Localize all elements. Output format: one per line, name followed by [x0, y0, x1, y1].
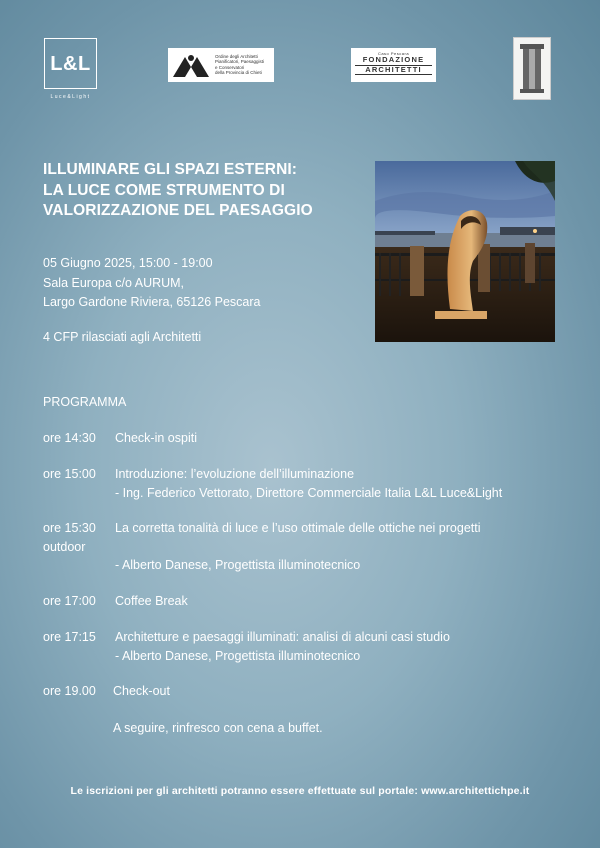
event-date: 05 Giugno 2025, 15:00 - 19:00 [43, 256, 213, 270]
program-time: ore 19.00 [43, 684, 96, 698]
column-emblem-icon [514, 38, 550, 99]
program-item [43, 429, 197, 448]
program-text: Coffee Break [115, 594, 188, 608]
program-text: Check-out [113, 684, 170, 698]
program-speaker: - Ing. Federico Vettorato, Direttore Commerciale Italia L&L Luce&Light [115, 485, 503, 500]
program-speaker: - Alberto Danese, Progettista illuminotecnico [115, 648, 361, 663]
program-text: Architetture e paesaggi illuminati: analisi di alcuni casi studio [115, 630, 450, 644]
event-title: ILLUMINARE GLI SPAZI ESTERNI: LA LUCE COME STRUMENTO DI VALORIZZAZIONE DEL PAESAGGIO [43, 161, 313, 219]
registration-footer: Le iscrizioni per gli architetti potranno essere effettuate sul portale: www.architettichpe.it [70, 785, 530, 797]
ordine-logo-text: Ordine degli Architetti Pianificatori, Paesaggisti e Conservatori della Provincia di Chieti [215, 54, 265, 75]
ll-logo [44, 38, 97, 89]
program-text-continued: outdoor [43, 539, 86, 554]
ll-logo-subtitle: Luce&Light [50, 94, 91, 100]
illuminated-sculpture-photo [375, 161, 555, 342]
ordine-architetti-logo [168, 48, 274, 82]
program-item [43, 682, 170, 701]
program-item [43, 592, 188, 611]
program-item [43, 465, 563, 502]
program-item [43, 628, 563, 665]
program-time: ore 14:30 [43, 431, 96, 445]
program-time: ore 15:30 [43, 521, 96, 535]
event-venue-line1: Sala Europa c/o AURUM, [43, 276, 185, 290]
architect-order-emblem [513, 37, 551, 100]
ordine-emblem-icon [171, 51, 211, 79]
program-time: ore 15:00 [43, 467, 96, 481]
program-time: ore 17:00 [43, 594, 96, 608]
program-text: La corretta tonalità di luce e l’uso ottimale delle ottiche nei progetti [115, 521, 481, 535]
fondazione-architetti-logo: Caso Pescara FONDAZIONE ARCHITETTI [351, 48, 436, 82]
program-time: ore 17:15 [43, 630, 96, 644]
program-text: Introduzione: l’evoluzione dell’illuminazione [115, 467, 355, 481]
program-item [43, 519, 563, 575]
event-venue-line2: Largo Gardone Riviera, 65126 Pescara [43, 295, 261, 309]
program-speaker: - Alberto Danese, Progettista illuminotecnico [115, 558, 361, 572]
event-cfp: 4 CFP rilasciati agli Architetti [43, 330, 202, 344]
program-heading: PROGRAMMA [43, 395, 127, 409]
ll-logo-text: L&L [50, 53, 91, 75]
program-closing: A seguire, rinfresco con cena a buffet. [113, 721, 323, 735]
program-text: Check-in ospiti [115, 431, 197, 445]
